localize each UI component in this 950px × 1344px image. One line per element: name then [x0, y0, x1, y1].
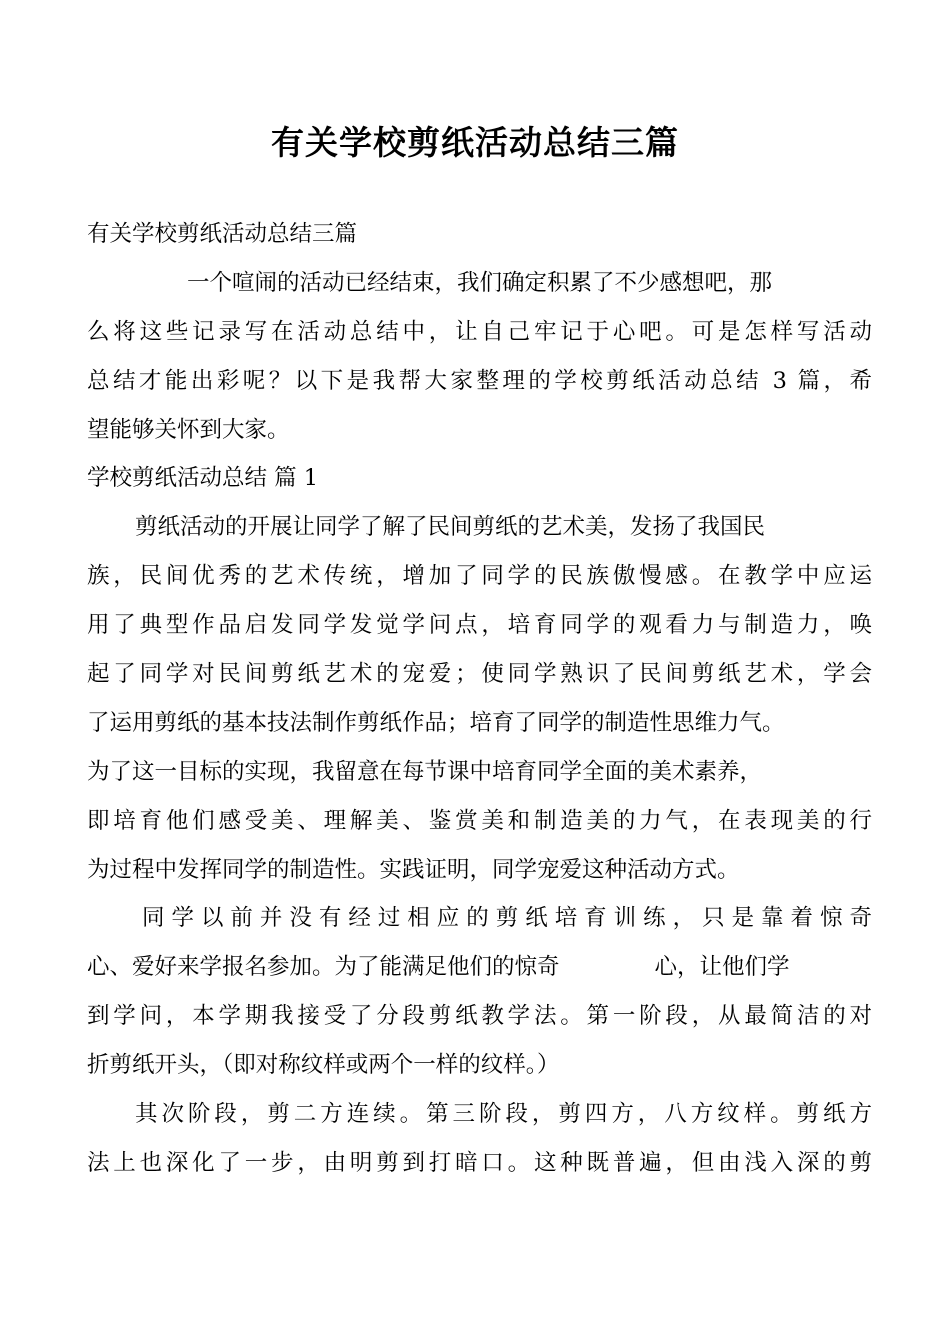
paragraph-line: 为过程中发挥同学的制造性。实践证明，同学宠爱这种活动方式。: [87, 856, 740, 883]
paragraph-line: 同学以前并没有经过相应的剪纸培育训练，只是靠着惊奇: [142, 905, 872, 932]
paragraph-line: 起了同学对民间剪纸艺术的宠爱；使同学熟识了民间剪纸艺术，学会: [87, 661, 872, 688]
paragraph-fragment: 心、爱好来学报名参加。为了能满足他们的惊奇: [87, 954, 560, 981]
paragraph-line: 剪纸活动的开展让同学了解了民间剪纸的艺术美，发扬了我国民: [135, 514, 766, 541]
intro-line: 一个喧闹的活动已经结束，我们确定积累了不少感想吧，那: [187, 269, 773, 296]
paragraph-line: [87, 943, 872, 992]
paragraph-line: 族，民间优秀的艺术传统，增加了同学的民族傲慢感。在教学中应运: [87, 563, 872, 590]
paragraph-line: 折剪纸开头，（即对称纹样或两个一样的纹样。）: [87, 1052, 560, 1079]
paragraph-line: 即培育他们感受美、理解美、鉴赏美和制造美的力气，在表现美的行: [87, 807, 872, 834]
intro-line: 总结才能出彩呢？以下是我帮大家整理的学校剪纸活动总结 3 篇，希: [87, 367, 872, 394]
section-heading: 学校剪纸活动总结 篇 1: [87, 465, 319, 492]
document-title: 有关学校剪纸活动总结三篇: [271, 123, 679, 162]
paragraph-line: 用了典型作品启发同学发觉学问点，培育同学的观看力与制造力，唤: [87, 612, 872, 639]
paragraph-line: 到学问，本学期我接受了分段剪纸教学法。第一阶段，从最简洁的对: [87, 1003, 872, 1030]
paragraph-line: 法上也深化了一步，由明剪到打暗口。这种既普遍，但由浅入深的剪: [87, 1149, 872, 1176]
paragraph-line: 了运用剪纸的基本技法制作剪纸作品；培育了同学的制造性思维力气。: [87, 709, 785, 736]
intro-line: 望能够关怀到大家。: [87, 416, 290, 443]
document-body: [87, 210, 872, 1188]
paragraph-fragment: 心，让他们学: [654, 954, 790, 981]
paragraph-line: 其次阶段，剪二方连续。第三阶段，剪四方，八方纹样。剪纸方: [135, 1101, 872, 1128]
paragraph-line: 为了这一目标的实现，我留意在每节课中培育同学全面的美术素养，: [87, 758, 763, 785]
subtitle-line: 有关学校剪纸活动总结三篇: [87, 221, 358, 247]
intro-line: 么将这些记录写在活动总结中，让自己牢记于心吧。可是怎样写活动: [87, 318, 872, 345]
